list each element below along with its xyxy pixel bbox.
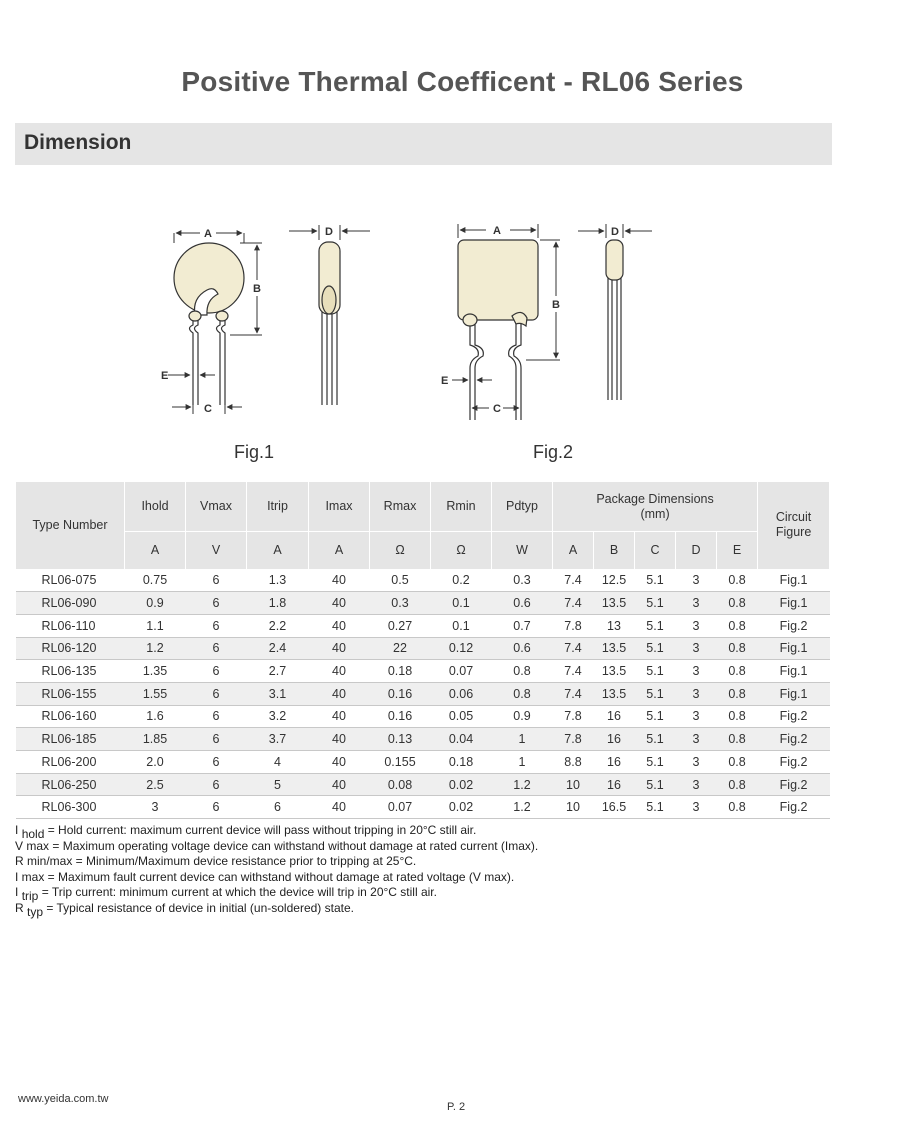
table-cell: 40 [309,705,370,728]
figure-label: Figure [775,525,812,540]
type-number-cell: RL06-200 [16,751,125,774]
table-cell: 40 [309,569,370,592]
table-cell: 40 [309,660,370,683]
col-header-imax: Imax [309,482,370,532]
table-cell: 0.8 [717,682,758,705]
footnote-text: = Typical resistance of device in initial (un-soldered) state. [43,900,354,915]
footnote-subscript: typ [27,904,44,919]
table-cell: 0.3 [492,569,553,592]
table-cell: 5.1 [635,682,676,705]
table-cell: 0.05 [431,705,492,728]
type-number-cell: RL06-090 [16,592,125,615]
table-row [16,728,830,751]
col-header-ihold: Ihold [125,482,186,532]
table-cell: 6 [186,660,247,683]
unit-cell: C [635,532,676,570]
table-cell: 1.1 [125,614,186,637]
table-cell: 0.8 [717,751,758,774]
table-cell: 10 [553,773,594,796]
table-cell: 6 [186,728,247,751]
table-cell: 12.5 [594,569,635,592]
table-cell: 40 [309,682,370,705]
unit-cell: A [553,532,594,570]
table-cell: 1.2 [125,637,186,660]
table-cell: 6 [186,796,247,819]
table-cell: 6 [186,592,247,615]
fig1-label-a: A [204,228,212,240]
table-cell: 0.8 [717,705,758,728]
unit-cell: A [125,532,186,570]
table-cell: 3 [125,796,186,819]
table-cell: 3.7 [247,728,309,751]
unit-cell: Ω [431,532,492,570]
table-cell: 0.18 [370,660,431,683]
table-cell: 16 [594,728,635,751]
table-cell: 0.02 [431,773,492,796]
table-cell: 0.9 [492,705,553,728]
table-cell: 2.4 [247,637,309,660]
table-cell: 5.1 [635,751,676,774]
table-cell: Fig.2 [758,773,830,796]
footer-website: www.yeida.com.tw [18,1093,109,1105]
footnote-symbol: I [15,823,19,837]
table-cell: 3 [676,751,717,774]
table-cell: 22 [370,637,431,660]
table-cell: 40 [309,751,370,774]
type-number-cell: RL06-120 [16,637,125,660]
table-cell: 0.8 [717,614,758,637]
table-cell: 6 [186,751,247,774]
table-cell: 1.55 [125,682,186,705]
footnote-line [15,823,538,839]
col-header-rmax: Rmax [370,482,431,532]
table-cell: 1.35 [125,660,186,683]
table-cell: Fig.1 [758,569,830,592]
table-cell: 40 [309,614,370,637]
table-row [16,569,830,592]
footnote-symbol: V max [15,838,50,853]
table-cell: Fig.1 [758,637,830,660]
table-cell: 7.8 [553,728,594,751]
table-cell: 0.07 [431,660,492,683]
package-dimensions-label: Package Dimensions [596,491,714,506]
table-cell: 40 [309,637,370,660]
unit-cell: V [186,532,247,570]
table-cell: 2.0 [125,751,186,774]
page-title: Positive Thermal Coefficent - RL06 Series [181,66,744,97]
footnote-text: = Trip current: minimum current at which the device will trip in 20°C still air. [38,885,437,899]
col-header-pdtyp: Pdtyp [492,482,553,532]
table-cell: Fig.2 [758,751,830,774]
table-cell: 7.4 [553,637,594,660]
table-cell: 0.16 [370,682,431,705]
table-cell: 0.8 [717,569,758,592]
table-cell: 5.1 [635,637,676,660]
table-cell: 3 [676,569,717,592]
table-cell: 8.8 [553,751,594,774]
table-cell: 40 [309,796,370,819]
table-cell: 0.8 [492,660,553,683]
table-cell: Fig.1 [758,660,830,683]
fig2-label-b: B [552,299,560,311]
table-cell: 0.8 [717,773,758,796]
type-number-cell: RL06-300 [16,796,125,819]
table-cell: 7.4 [553,592,594,615]
type-number-cell: RL06-110 [16,614,125,637]
footnote-line [15,839,538,855]
table-cell: Fig.2 [758,728,830,751]
table-cell: 5.1 [635,728,676,751]
dimension-drawings [0,0,900,480]
table-cell: 0.8 [717,660,758,683]
table-cell: 7.4 [553,569,594,592]
table-row [16,773,830,796]
table-cell: 16 [594,751,635,774]
fig2-caption: Fig.2 [533,442,574,462]
footnote-text: = Maximum operating voltage device can withstand without damage at rated current (Imax). [49,838,539,853]
table-cell: 6 [186,569,247,592]
table-cell: 16 [594,773,635,796]
table-cell: 5 [247,773,309,796]
col-header-type-number: Type Number [16,482,125,569]
fig1-side-view [319,242,340,405]
table-cell: 0.02 [431,796,492,819]
type-number-cell: RL06-135 [16,660,125,683]
table-cell: 2.2 [247,614,309,637]
table-cell: 7.4 [553,682,594,705]
footnote-text: = Maximum fault current device can withstand without damage at rated voltage (V max). [44,869,515,884]
table-row [16,751,830,774]
table-cell: 13.5 [594,592,635,615]
table-cell: Fig.2 [758,614,830,637]
footnote-symbol: I max [15,869,45,884]
fig2-label-c: C [493,403,501,415]
table-cell: 6 [247,796,309,819]
table-cell: 1.6 [125,705,186,728]
table-cell: 0.27 [370,614,431,637]
footnote-symbol: R min/max [15,854,73,868]
unit-cell: A [247,532,309,570]
table-cell: 0.18 [431,751,492,774]
table-cell: 3 [676,637,717,660]
table-cell: 0.13 [370,728,431,751]
table-cell: 0.1 [431,614,492,637]
table-cell: 3.1 [247,682,309,705]
col-header-circuit-figure [758,482,830,569]
table-cell: 3.2 [247,705,309,728]
table-cell: 5.1 [635,796,676,819]
table-cell: Fig.2 [758,796,830,819]
table-row [16,592,830,615]
table-row [16,705,830,728]
table-cell: 5.1 [635,773,676,796]
table-cell: 3 [676,796,717,819]
table-cell: Fig.2 [758,705,830,728]
table-cell: 6 [186,614,247,637]
table-cell: 0.07 [370,796,431,819]
table-cell: 3 [676,660,717,683]
table-cell: 3 [676,592,717,615]
footnotes [15,823,539,919]
table-cell: 0.16 [370,705,431,728]
table-cell: 13.5 [594,682,635,705]
table-cell: Fig.1 [758,682,830,705]
col-header-rmin: Rmin [431,482,492,532]
table-cell: 4 [247,751,309,774]
type-number-cell: RL06-075 [16,569,125,592]
type-number-cell: RL06-160 [16,705,125,728]
fig2-side-view [606,240,623,400]
table-cell: 0.75 [125,569,186,592]
fig1-front-view [174,243,244,405]
fig1-label-b: B [253,283,261,295]
table-cell: 3 [676,728,717,751]
col-header-package-dimensions [553,482,758,532]
table-cell: 6 [186,682,247,705]
package-dimensions-unit: (mm) [640,506,670,521]
footnote-subscript: hold [21,827,45,841]
unit-cell: D [676,532,717,570]
table-cell: 6 [186,705,247,728]
footnote-text: = Minimum/Maximum device resistance prior to tripping at 25°C. [72,854,417,868]
table-cell: 2.7 [247,660,309,683]
table-cell: 1.85 [125,728,186,751]
table-cell: 16 [594,705,635,728]
table-cell: 1 [492,751,553,774]
footnote-line [15,885,538,901]
table-cell: 40 [309,592,370,615]
unit-cell: W [492,532,553,570]
table-cell: 0.8 [717,728,758,751]
table-cell: 1.2 [492,796,553,819]
table-cell: 40 [309,728,370,751]
table-cell: 40 [309,773,370,796]
table-row [16,796,830,819]
fig1-caption: Fig.1 [234,442,275,462]
table-cell: 3 [676,682,717,705]
unit-cell: E [717,532,758,570]
table-row [16,682,830,705]
footnote-symbol: R [15,900,24,915]
table-cell: 0.5 [370,569,431,592]
table-cell: 6 [186,637,247,660]
unit-cell: B [594,532,635,570]
table-cell: 0.2 [431,569,492,592]
table-cell: 13.5 [594,637,635,660]
table-cell: 0.155 [370,751,431,774]
table-cell: Fig.1 [758,592,830,615]
type-number-cell: RL06-250 [16,773,125,796]
table-cell: 3 [676,614,717,637]
type-number-cell: RL06-155 [16,682,125,705]
unit-cell: Ω [370,532,431,570]
table-cell: 10 [553,796,594,819]
table-cell: 16.5 [594,796,635,819]
table-row [16,660,830,683]
fig2-label-d: D [611,226,619,238]
col-header-itrip: Itrip [247,482,309,532]
table-cell: 5.1 [635,614,676,637]
table-cell: 0.8 [717,637,758,660]
fig2-front-view [458,240,538,420]
table-cell: 5.1 [635,569,676,592]
footnote-symbol: I [15,885,19,899]
table-cell: 3 [676,705,717,728]
type-number-cell: RL06-185 [16,728,125,751]
table-cell: 0.9 [125,592,186,615]
footnote-subscript: trip [21,889,39,903]
footnote-text: = Hold current: maximum current device will pass without tripping in 20°C still air. [44,823,477,837]
table-cell: 0.12 [431,637,492,660]
table-cell: 0.04 [431,728,492,751]
table-cell: 1.2 [492,773,553,796]
table-cell: 0.6 [492,637,553,660]
table-cell: 13.5 [594,660,635,683]
table-cell: 0.8 [717,796,758,819]
table-row [16,614,830,637]
table-cell: 0.06 [431,682,492,705]
table-cell: 5.1 [635,592,676,615]
table-cell: 0.1 [431,592,492,615]
table-cell: 7.4 [553,660,594,683]
table-cell: 3 [676,773,717,796]
table-cell: 5.1 [635,705,676,728]
table-cell: 1 [492,728,553,751]
table-cell: 0.8 [492,682,553,705]
page-number: P. 2 [447,1101,466,1113]
table-cell: 13 [594,614,635,637]
footnote-line [15,901,538,917]
fig2-label-e: E [441,375,449,387]
table-cell: 0.08 [370,773,431,796]
table-cell: 0.6 [492,592,553,615]
col-header-vmax: Vmax [186,482,247,532]
table-cell: 1.8 [247,592,309,615]
fig1-label-c: C [204,403,212,415]
circuit-label: Circuit [775,510,812,525]
table-cell: 7.8 [553,705,594,728]
table-row [16,637,830,660]
table-cell: 0.8 [717,592,758,615]
unit-cell: A [309,532,370,570]
table-cell: 5.1 [635,660,676,683]
footnote-line [15,870,538,886]
table-cell: 7.8 [553,614,594,637]
fig1-label-e: E [161,370,169,382]
footnote-line [15,854,538,870]
fig1-label-d: D [325,226,333,238]
fig2-label-a: A [493,225,501,237]
table-cell: 0.7 [492,614,553,637]
section-title: Dimension [24,131,132,154]
table-cell: 6 [186,773,247,796]
spec-table [15,482,830,819]
table-cell: 0.3 [370,592,431,615]
table-cell: 1.3 [247,569,309,592]
table-cell: 2.5 [125,773,186,796]
